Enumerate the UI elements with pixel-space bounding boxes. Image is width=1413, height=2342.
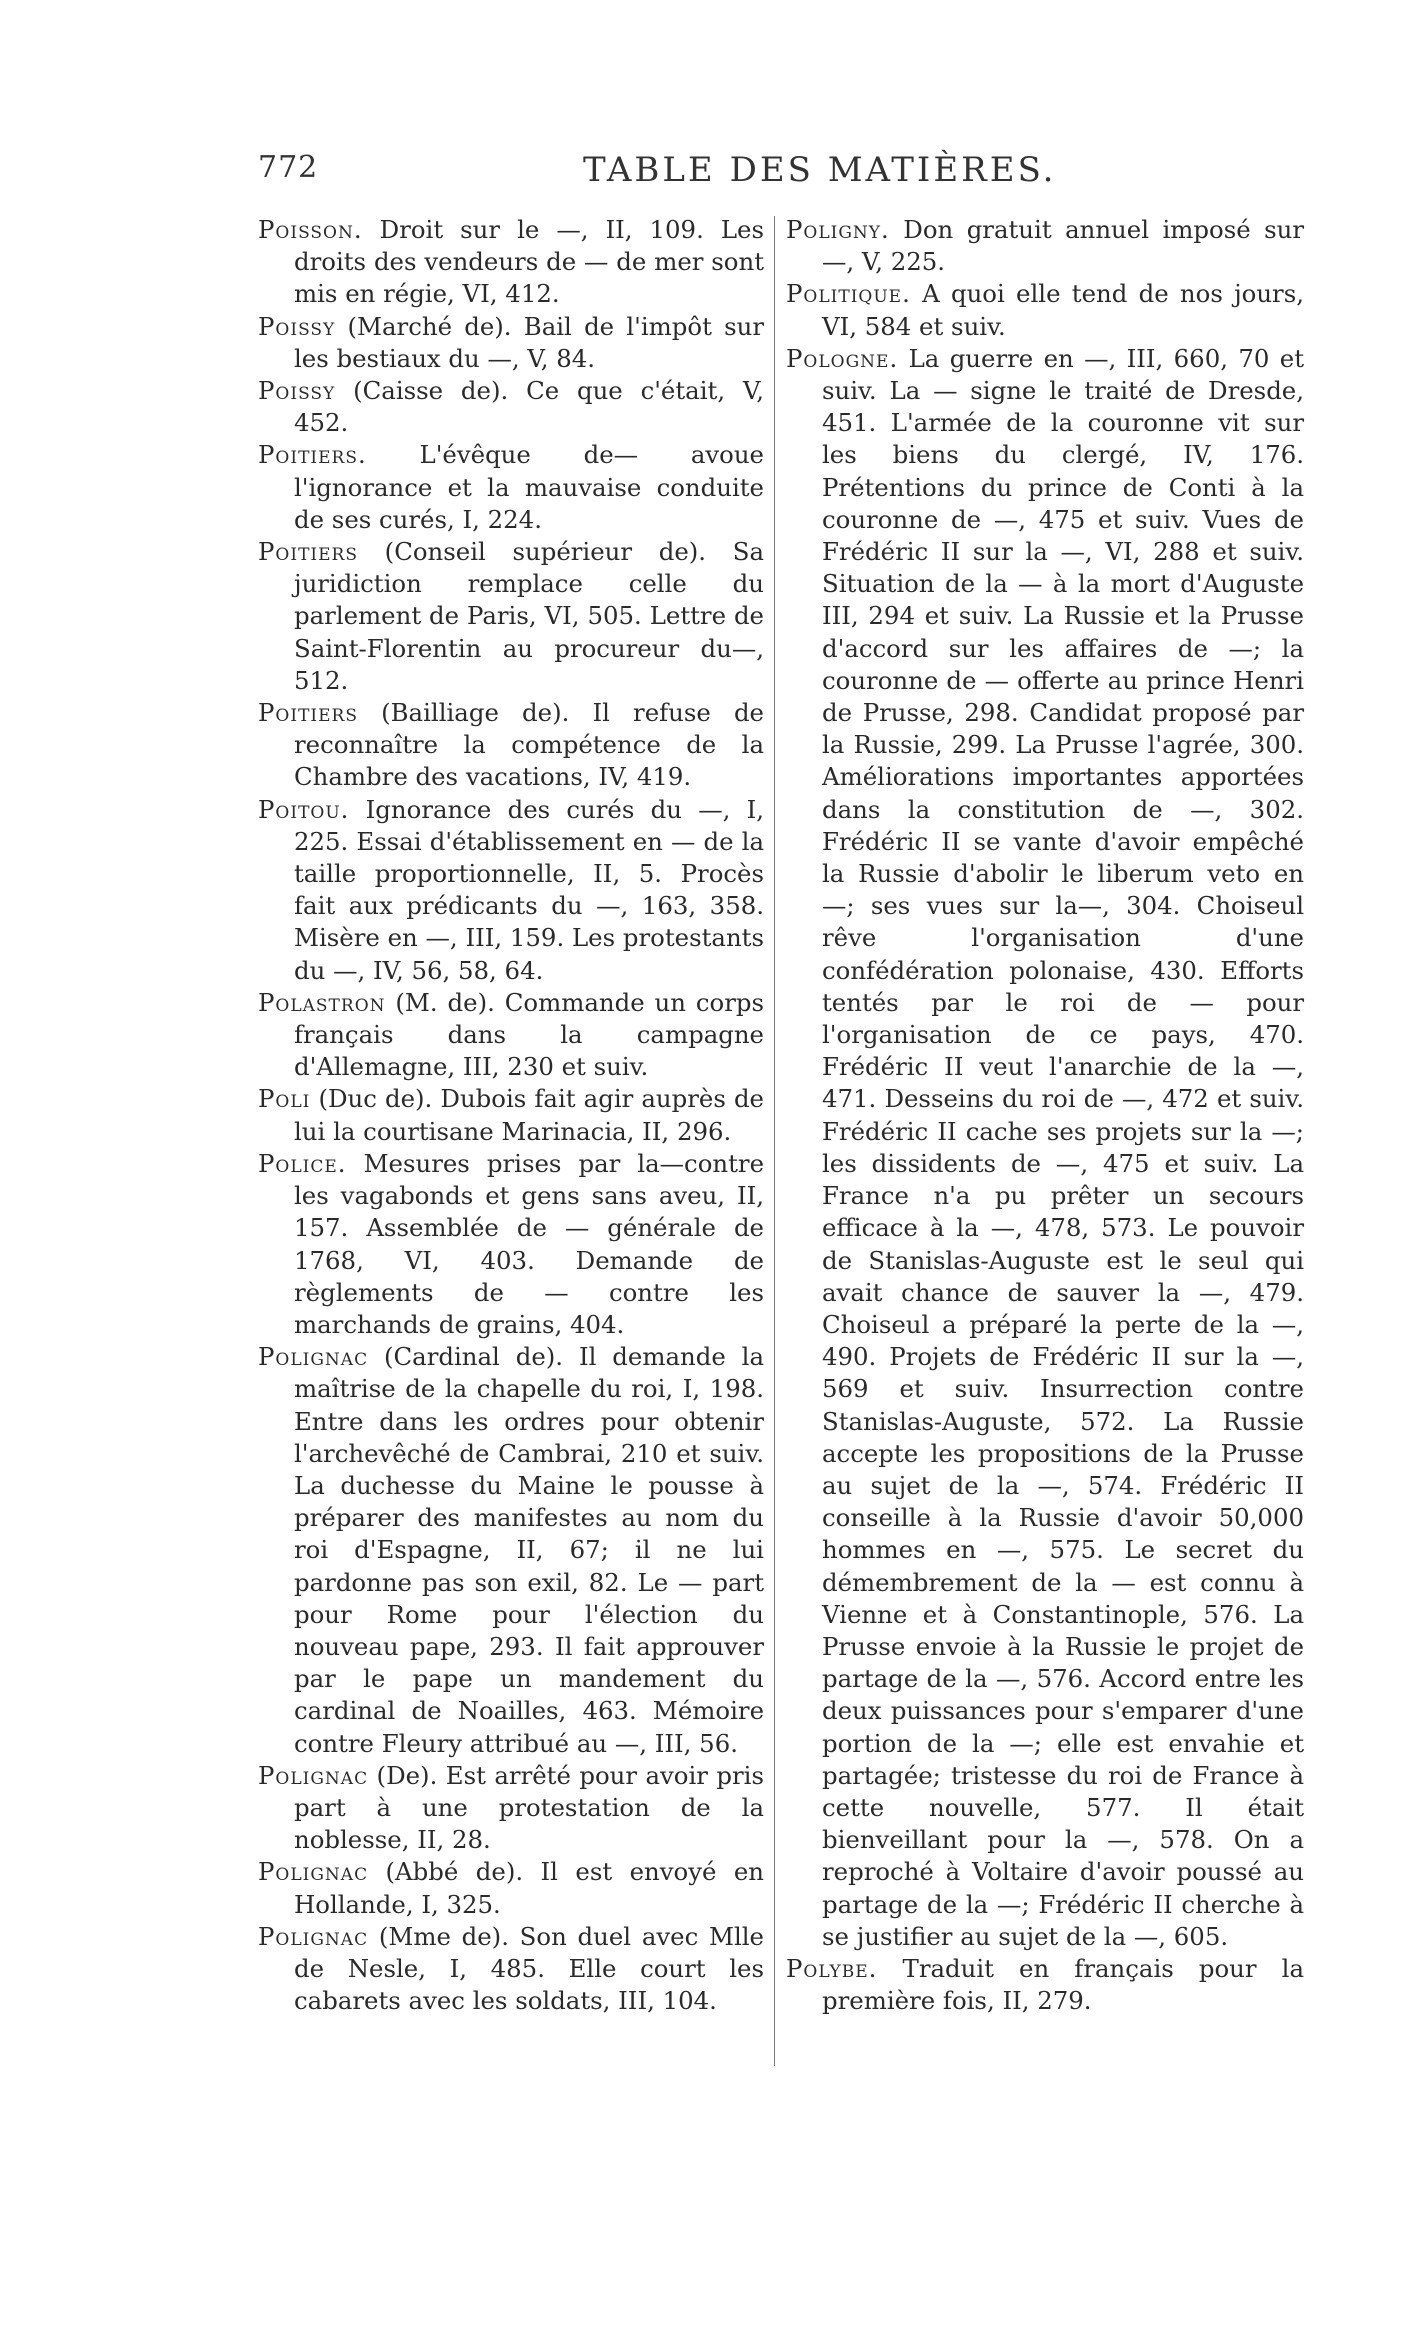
entry-text: (Mme de). Son duel avec Mlle de Nesle, I, 485. Elle court les cabarets avec les soldats, III, 104. — [294, 1921, 764, 2016]
entry-headword: Poitiers. — [258, 440, 367, 470]
index-entry — [258, 439, 764, 536]
entry-headword: Poli — [258, 1084, 311, 1114]
entry-headword: Polignac — [258, 1857, 369, 1887]
entry-headword: Poisson. — [258, 215, 363, 244]
entry-text: (Marché de). Bail de l'impôt sur les bestiaux du —, V, 84. — [294, 311, 764, 373]
entry-text: (Caisse de). Ce que c'était, V, 452. — [294, 376, 764, 438]
page-header — [258, 150, 1328, 200]
entry-headword: Poitiers — [258, 698, 358, 728]
index-entry — [258, 1921, 764, 2018]
entry-headword: Pologne. — [786, 343, 899, 373]
entry-headword: Polastron — [258, 987, 386, 1017]
entry-text: (Cardinal de). Il demande la maîtrise de la chapelle du roi, I, 198. Entre dans les ordres pour obtenir l'archevêché de Cambrai, 210 et suiv. La duchesse du Maine le pousse à préparer des manifestes au nom du roi d'Espagne, II, 67; il ne lui pardonne pas son exil, 82. Le — part pour Rome pour l'élection du nouveau pape, 293. Il fait approuver par le pape un mandement du cardinal de Noailles, 463. Mémoire contre Fleury attribué au —, III, 56. — [294, 1342, 764, 1758]
entry-headword: Polignac — [258, 1760, 369, 1790]
index-entry — [258, 1083, 764, 1147]
entry-text: Mesures prises par la—contre les vagabonds et gens sans aveu, II, 157. Assemblée de — générale de 1768, VI, 403. Demande de règlements de — contre les marchands de grains, 404. — [294, 1148, 764, 1339]
entry-headword: Police. — [258, 1148, 347, 1178]
index-entry — [258, 1856, 764, 1920]
entry-text: Traduit en français pour la première fois, II, 279. — [822, 1953, 1304, 2016]
entry-text: L'évêque de— avoue l'ignorance et la mauvaise conduite de ses curés, I, 224. — [294, 440, 764, 534]
index-entry — [258, 697, 764, 794]
index-entry — [258, 214, 764, 311]
column-divider — [774, 216, 775, 2066]
index-entry — [258, 1341, 764, 1760]
index-entry — [258, 987, 764, 1084]
entry-headword: Poissy — [258, 376, 336, 406]
index-entry — [258, 311, 764, 375]
index-entry — [258, 794, 764, 987]
entry-headword: Politique. — [786, 279, 911, 309]
entry-headword: Poligny. — [786, 215, 890, 244]
entry-headword: Poissy — [258, 311, 336, 341]
entry-text: Don gratuit annuel imposé sur —, V, 225. — [822, 215, 1304, 277]
entry-headword: Polignac — [258, 1342, 369, 1372]
entry-text: (Conseil supérieur de). Sa juridiction remplace celle du parlement de Paris, VI, 505. Lettre de Saint-Florentin au procureur du—, 512. — [294, 537, 764, 695]
index-entry — [786, 1953, 1304, 2017]
entry-text: (Bailliage de). Il refuse de reconnaître la compétence de la Chambre des vacations, IV, 419. — [294, 698, 764, 792]
entry-text: A quoi elle tend de nos jours, VI, 584 et suiv. — [822, 279, 1304, 341]
index-entry — [258, 375, 764, 439]
page-number: 772 — [258, 150, 319, 185]
running-title: TABLE DES MATIÈRES. — [583, 150, 1057, 190]
index-entry — [786, 343, 1304, 1953]
index-entry — [786, 214, 1304, 278]
entry-text: (M. de). Commande un corps français dans la campagne d'Allemagne, III, 230 et suiv. — [294, 987, 764, 1082]
index-entry — [786, 278, 1304, 342]
entry-text: Ignorance des curés du —, I, 225. Essai d'établissement en — de la taille proportionnelle, II, 5. Procès fait aux prédicants du —, 163, 358. Misère en —, III, 159. Les protestants du —, IV, 56, 58, 64. — [294, 794, 764, 985]
entry-headword: Poitou. — [258, 794, 350, 824]
entry-text: La guerre en —, III, 660, 70 et suiv. La — signe le traité de Dresde, 451. L'armée de la couronne vit sur les biens du clergé, IV, 176. Prétentions du prince de Conti à la couronne de —, 475 et suiv. Vues de Frédéric II sur la —, VI, 288 et suiv. Situation de la — à la mort d'Auguste III, 294 et suiv. La Russie et la Prusse d'accord sur les affaires de —; la couronne de — offerte au prince Henri de Prusse, 298. Candidat proposé par la Russie, 299. La Prusse l'agrée, 300. Améliorations importantes apportées dans la constitution de —, 302. Frédéric II se vante d'avoir empêché la Russie d'abolir le liberum veto en —; ses vues sur la—, 304. Choiseul rêve l'organisation d'une confédération polonaise, 430. Efforts tentés par le roi de — pour l'organisation de ce pays, 470. Frédéric II veut l'anarchie de la —, 471. Desseins du roi de —, 472 et suiv. Frédéric II cache ses projets sur la —; les dissidents de —, 475 et suiv. La France n'a pu prêter un secours efficace à la —, 478, 573. Le pouvoir de Stanislas-Auguste est le seul qui avait chance de sauver la —, 479. Choiseul a préparé la perte de la —, 490. Projets de Frédéric II sur la —, 569 et suiv. Insurrection contre Stanislas-Auguste, 572. La Russie accepte les propositions de la Prusse au sujet de la —, 574. Frédéric II conseille à la Russie d'avoir 50,000 hommes en —, 575. Le secret du démembrement de la — est connu à Vienne et à Constantinople, 576. La Prusse envoie à la Russie le projet de partage de la —, 576. Accord entre les deux puissances pour s'emparer d'une portion de la —; elle est envahie et partagée; tristesse du roi de France à cette nouvelle, 577. Il était bienveillant pour la —, 578. On a reproché à Voltaire d'avoir poussé au partage de la —; Frédéric II cherche à se justifier au sujet de la —, 605. — [822, 343, 1304, 1951]
entry-text: (Duc de). Dubois fait agir auprès de lui la courtisane Marinacia, II, 296. — [294, 1084, 764, 1146]
entry-text: Droit sur le —, II, 109. Les droits des vendeurs de — de mer sont mis en régie, VI, 412. — [294, 215, 764, 309]
index-entry — [258, 536, 764, 697]
entry-headword: Polignac — [258, 1921, 369, 1951]
entry-text: (Abbé de). Il est envoyé en Hollande, I, 325. — [294, 1857, 764, 1919]
index-column-right — [786, 214, 1304, 2017]
index-entry — [258, 1148, 764, 1341]
index-column-left — [258, 214, 764, 2017]
entry-headword: Poitiers — [258, 537, 358, 567]
entry-text: (De). Est arrêté pour avoir pris part à une protestation de la noblesse, II, 28. — [294, 1760, 764, 1855]
index-entry — [258, 1760, 764, 1857]
entry-headword: Polybe. — [786, 1953, 878, 1983]
